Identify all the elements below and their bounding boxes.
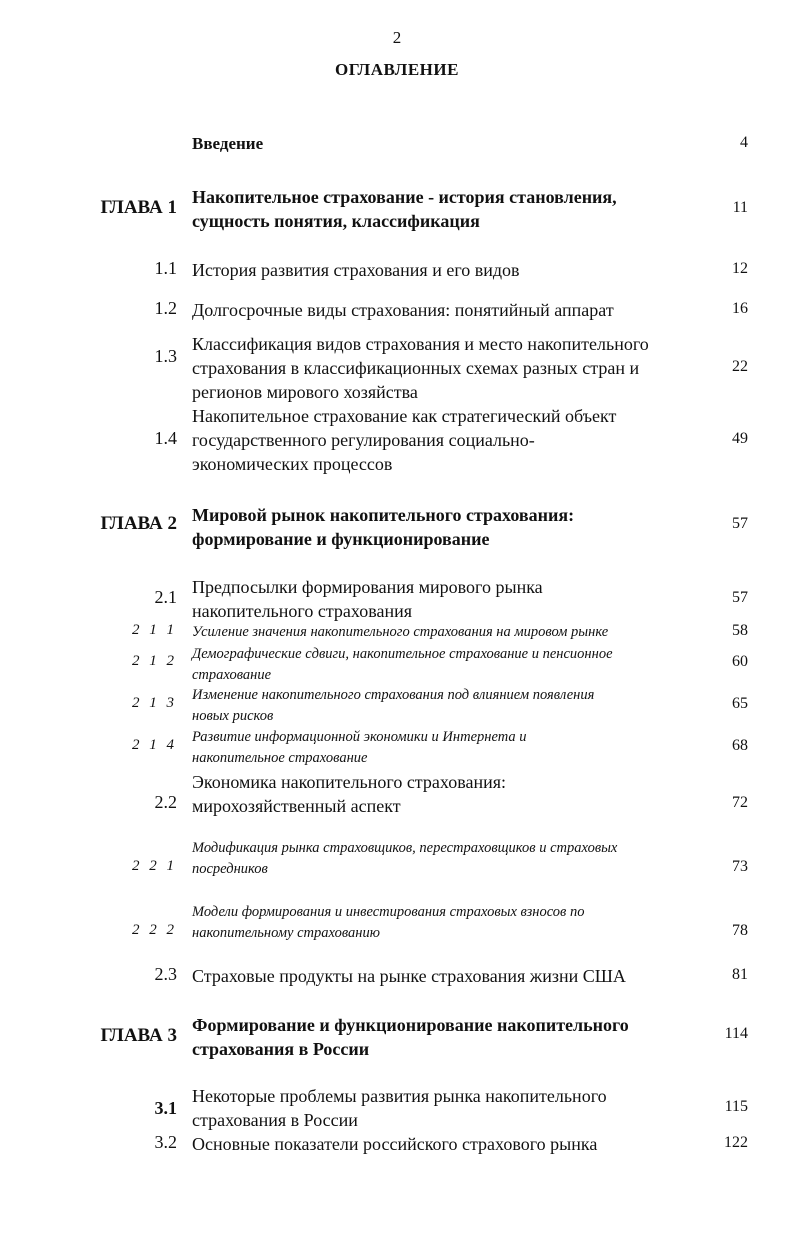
toc-page: 73 <box>732 858 748 875</box>
toc-number: 3.1 <box>154 1098 177 1118</box>
page-title: ОГЛАВЛЕНИЕ <box>335 60 459 79</box>
toc-page: 115 <box>724 1098 748 1115</box>
toc-number: 3.2 <box>154 1132 177 1152</box>
toc-text: Предпосылки формирования мирового рынка накопительного страхования <box>192 577 543 621</box>
toc-text: Формирование и функционирование накопительного страхования в России <box>192 1015 629 1059</box>
toc-page: 78 <box>732 922 748 939</box>
toc-page: 122 <box>724 1134 748 1151</box>
toc-text: Развитие информационной экономики и Интернета и накопительное страхование <box>192 729 527 766</box>
toc-number: ГЛАВА 2 <box>100 513 177 534</box>
toc-number: 2.2 <box>154 792 177 812</box>
toc-page: 16 <box>732 300 748 317</box>
toc-page: 60 <box>732 653 748 670</box>
page-number: 2 <box>392 28 402 47</box>
toc-text: Долгосрочные виды страхования: понятийный аппарат <box>192 300 614 320</box>
toc-page: 65 <box>732 695 748 712</box>
toc-text: Изменение накопительного страхования под влиянием появления новых рисков <box>192 687 595 724</box>
toc-page: 49 <box>732 430 748 447</box>
toc-text: Усиление значения накопительного страхования на мировом рынке <box>192 624 609 640</box>
toc-page: 58 <box>732 622 748 639</box>
toc-number: ГЛАВА 1 <box>100 197 177 218</box>
toc-page: 68 <box>732 737 748 754</box>
toc-text: Экономика накопительного страхования: мирохозяйственный аспект <box>192 772 506 816</box>
toc-number: 1.4 <box>154 428 177 448</box>
toc-page: 4 <box>740 134 748 151</box>
toc-intro-label: Введение <box>192 134 264 153</box>
toc-text: Накопительное страхование - история становления, сущность понятия, классификация <box>192 187 617 231</box>
toc-text: Демографические сдвиги, накопительное страхование и пенсионное страхование <box>192 646 613 683</box>
toc-text: Некоторые проблемы развития рынка накопительного страхования в России <box>192 1086 607 1130</box>
toc-number: 1.3 <box>154 346 177 366</box>
toc-text: Модификация рынка страховщиков, перестраховщиков и страховых посредников <box>192 840 618 877</box>
toc-page: 22 <box>732 358 748 375</box>
toc-page: 12 <box>732 260 748 277</box>
toc-number: 2 1 3 <box>132 695 177 711</box>
toc-page: 57 <box>732 515 748 532</box>
toc-page: 72 <box>732 794 748 811</box>
toc-page: 57 <box>732 589 748 606</box>
toc-number: ГЛАВА 3 <box>100 1025 177 1046</box>
toc-text: Основные показатели российского страхового рынка <box>192 1134 598 1154</box>
toc-number: 1.2 <box>154 298 177 318</box>
toc-number: 2 1 1 <box>132 622 177 638</box>
toc-text: Накопительное страхование как стратегический объект государственного регулирования социально- экономических процессов <box>192 406 617 474</box>
toc-text: Страховые продукты на рынке страхования жизни США <box>192 966 626 986</box>
toc-number: 1.1 <box>154 258 177 278</box>
toc-number: 2 2 1 <box>132 858 177 874</box>
toc-text: Мировой рынок накопительного страхования: формирование и функционирование <box>192 505 575 549</box>
toc-text: История развития страхования и его видов <box>192 260 520 280</box>
toc-number: 2 2 2 <box>132 922 177 938</box>
toc-number: 2.3 <box>154 964 177 984</box>
toc-page: 114 <box>724 1025 748 1042</box>
toc-number: 2 1 2 <box>132 653 177 669</box>
toc-text: Модели формирования и инвестирования страховых взносов по накопительному страхованию <box>192 904 585 941</box>
toc-text: Классификация видов страхования и место накопительного страхования в классификационных схемах разных стран и регионов мирового хозяйства <box>192 334 649 402</box>
toc-number: 2 1 4 <box>132 737 177 753</box>
toc-page: 81 <box>732 966 748 983</box>
toc-number: 2.1 <box>154 587 177 607</box>
toc-page: 11 <box>732 199 748 216</box>
